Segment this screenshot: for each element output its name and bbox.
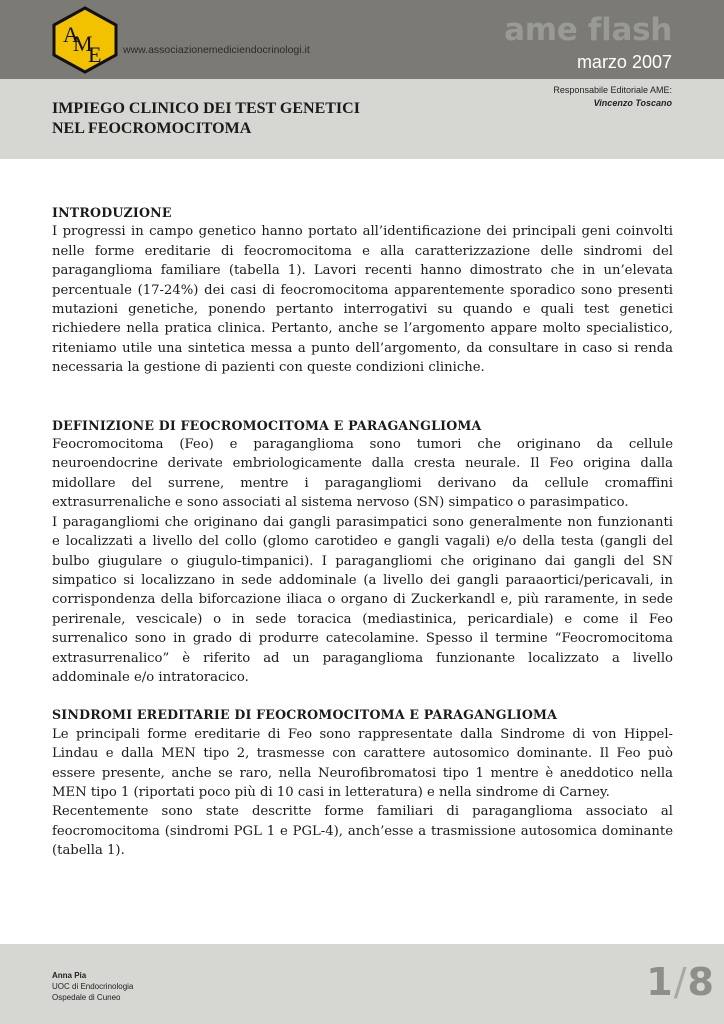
brand-title: ame flash xyxy=(504,12,672,48)
logo-letter-e: E xyxy=(88,42,102,67)
paragraph: Feocromocitoma (Feo) e paraganglioma sono tumori che originano da cellule neuroendocrine derivate embriologicamente dalla cresta neurale. Il Feo origina dalla midollare del surrene, mentre i paragangliomi derivano da cellule cromaffini extrasurrenaliche e sono associati al sistema nervoso (SN) simpatico o parasimpatico. xyxy=(52,437,673,511)
paragraph: Le principali forme ereditarie di Feo sono rappresentate dalla Sindrome di von Hippel-Lindau e dalla MEN tipo 2, trasmesse con carattere autosomico dominante. Il Feo può essere presente, anche se raro, nella Neurofibromatosi tipo 1 mentre è aneddotico nella MEN tipo 1 (riportati poco più di 10 casi in letteratura) e nella sindrome di Carney. xyxy=(52,726,673,800)
paragraph: I progressi in campo genetico hanno portato all’identificazione dei principali geni coinvolti nelle forme ereditarie di feocromocitoma e alla caratterizzazione delle sindromi del paraganglioma familiare (tabella 1). Lavori recenti hanno dimostrato che in un’elevata percentuale (17-24%) dei casi di feocromocitoma apparentemente sporadico sono presenti mutazioni genetiche, ponendo pertanto interrogativi su quando e quali test genetici richiedere nella pratica clinica. Pertanto, anche se l’argomento appare molto specialistico, riteniamo utile una sintetica messa a punto dell’argomento, da consultare in caso si renda necessaria la gestione di pazienti con queste condizioni cliniche. xyxy=(52,224,673,376)
site-url[interactable]: www.associazionemediciendocrinologi.it xyxy=(123,44,310,56)
paragraph: I paragangliomi che originano dai gangli parasimpatici sono generalmente non funzionanti e localizzati a livello del collo (glomo carotideo e gangli vagali) e/o della testa (gangli del bulbo giugulare o giugulo-timpanici). I paragangliomi che originano dai gangli del SN simpatico si localizzano in sede addominale (a livello dei gangli paraaortici/pericavali, in corrispondenza della biforcazione iliaca o organo di Zuckerkandl e, più raramente, in sede perirenale, vescicale) o in sede toracica (mediastinica, pericardiale) e come il Feo surrenalico sono in grado di produrre catecolamine. Spesso il termine “Feocromocitoma extrasurrenalico” è riferito ad un paraganglioma funzionante localizzato a livello addominale e/o intratoracico. xyxy=(52,514,673,685)
editor-label: Responsabile Editoriale AME: xyxy=(553,85,672,95)
ame-logo xyxy=(50,6,120,74)
title-line-1: IMPIEGO CLINICO DEI TEST GENETICI xyxy=(52,100,360,117)
author-hospital: Ospedale di Cuneo xyxy=(52,993,121,1002)
logo-letter-a: A xyxy=(63,22,79,47)
issue-date: marzo 2007 xyxy=(576,52,672,72)
author-block xyxy=(52,970,133,1003)
page-total: 8 xyxy=(687,960,714,1004)
paragraph: Recentemente sono state descritte forme familiari di paraganglioma associato al feocromocitoma (sindromi PGL 1 e PGL-4), anch’esse a trasmissione autosomica dominante (tabella 1). xyxy=(52,804,673,859)
article-body xyxy=(52,203,673,861)
author-department: UOC di Endocrinologia xyxy=(52,982,134,991)
page-current: 1 xyxy=(646,960,673,1004)
section-introduzione xyxy=(52,203,673,378)
page-separator: / xyxy=(673,960,687,1004)
editor-name: Vincenzo Toscano xyxy=(593,98,672,108)
author-name: Anna Pia xyxy=(52,971,87,980)
section-sindromi xyxy=(52,705,673,860)
section-definizione xyxy=(52,416,673,688)
logo-letter-m: M xyxy=(73,31,93,56)
section-heading: INTRODUZIONE xyxy=(52,205,172,220)
title-line-2: NEL FEOCROMOCITOMA xyxy=(52,120,252,137)
section-heading: DEFINIZIONE DI FEOCROMOCITOMA E PARAGANGLIOMA xyxy=(52,417,482,433)
section-heading: SINDROMI EREDITARIE DI FEOCROMOCITOMA E PARAGANGLIOMA xyxy=(52,707,558,723)
page-number xyxy=(646,960,714,1004)
document-title xyxy=(52,99,452,139)
